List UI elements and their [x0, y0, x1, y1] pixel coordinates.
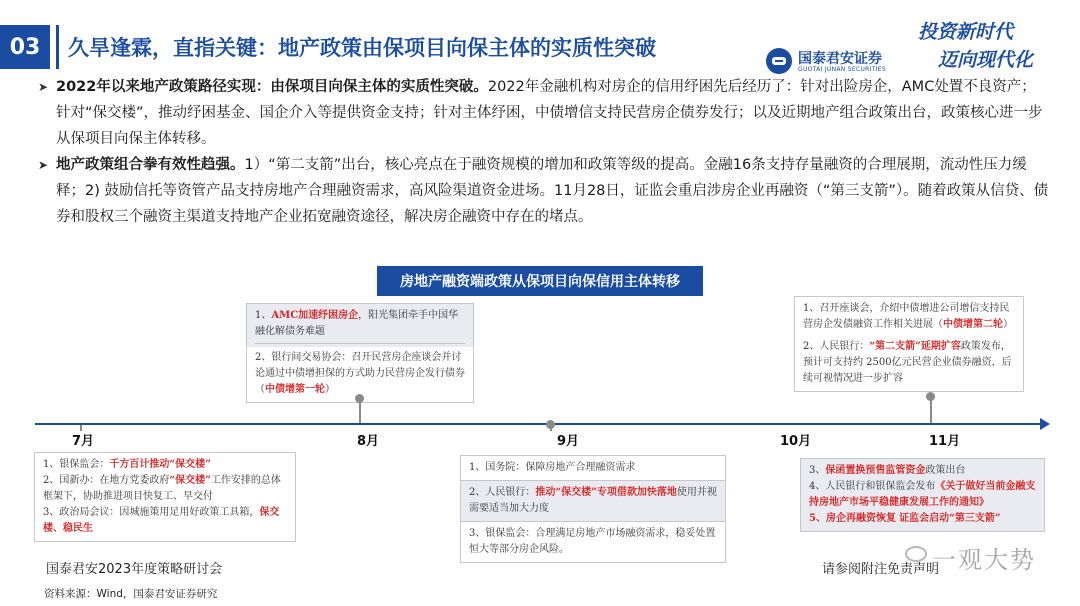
bullet-item-1 [38, 74, 1050, 152]
nov-top-item-2-prefix: 2、人民银行： [803, 341, 870, 352]
aug-item-1-prefix: 1、 [255, 310, 272, 321]
jul-item-3 [43, 505, 287, 537]
nov-top-pin-line [930, 398, 932, 423]
aug-item-1 [255, 308, 465, 344]
jul-item-2-text: 工作安排的总体框架下，协助推进项目快复工、早交付 [43, 475, 281, 502]
bullet-2-text: 1）“第二支箭”出台，核心亮点在于融资规模的增加和政策等级的提高。金融16条支持存量融资的合理展期，流动性压力缓释；2) 鼓励信托等资管产品支持房地产合理融资需求，高风险渠道资金进场。11月28日，证监会重启涉房企业再融资（“第三支箭”）。随着政策从信贷、债券和股权三个融资主渠道支持地产企业拓宽融资途径，解决房企融资中存在的堵点。 [56, 157, 1049, 225]
nov-top-item-2-text: 政策发布，预计可支持约 2500亿元民营企业债券融资，后续可视情况进一步扩容 [803, 341, 1012, 384]
sep-item-1: 1、国务院：保障房地产合理融资需求 [461, 456, 725, 481]
nov-top-item-1 [803, 301, 1015, 336]
footer-disclaimer: 请参阅附注免责声明 [822, 562, 940, 577]
sep-item-2 [461, 481, 725, 522]
aug-item-1-text: ，阳光集团牵手中国华融化解债务难题 [255, 310, 459, 337]
jul-item-2-prefix: 2、国新办：在地方党委政府 [43, 475, 170, 486]
bullet-list [38, 74, 1050, 230]
logo-mark-icon [766, 48, 792, 74]
slogan-line-1: 投资新时代 [918, 21, 1014, 43]
month-label-aug: 8月 [357, 434, 380, 449]
month-label-oct: 10月 [780, 434, 812, 449]
bullet-item-2 [38, 152, 1050, 230]
section-number: 03 [0, 25, 50, 69]
sep-item-2-prefix: 2、人民银行： [469, 487, 536, 498]
month-label-jul: 7月 [72, 434, 95, 449]
nov-bottom-item-1-prefix: 3、 [809, 465, 826, 476]
logo-name-cn: 国泰君安证券 [798, 51, 882, 67]
sep-item-2-highlight: 推动“保交楼”专项借款加快落地 [535, 487, 677, 498]
bullet-1-text: 2022年金融机构对房企的信用纾困先后经历了：针对出险房企，AMC处置不良资产；针对“保交楼”，推动纾困基金、国企介入等提供资金支持；针对主体纾困，中债增信支持民营房企债券发行；以及近期地产组合政策出台，政策核心进一步从保项目向保主体转移。 [56, 79, 1043, 147]
nov-top-item-1-suffix: ） [1003, 319, 1013, 330]
jul-item-3-text: 3、政治局会议：因城施策用足用好政策工具箱， [43, 507, 260, 518]
timeline-arrow-icon [1040, 418, 1050, 430]
month-label-nov: 11月 [929, 434, 961, 449]
nov-bottom-item-1 [809, 463, 1036, 479]
sep-item-2-text: 使用并视需要适当加大力度 [469, 487, 717, 514]
bullet-1-heading: 2022年以来地产政策路径实现：由保项目向保主体的实质性突破。 [56, 79, 488, 95]
jul-item-1 [43, 457, 287, 473]
aug-item-2-highlight: 中债增第一轮 [265, 384, 325, 395]
slogan-line-2: 迈向现代化 [938, 49, 1034, 71]
jul-item-2 [43, 473, 287, 505]
slogan [918, 18, 1048, 74]
nov-top-pin-dot [926, 392, 935, 401]
aug-policy-box [246, 303, 474, 403]
arrow-bullet-icon: ➤ [38, 158, 49, 172]
data-source: 资料来源：Wind，国泰君安证券研究 [44, 588, 218, 600]
bullet-2-heading: 地产政策组合拳有效性趋强。 [56, 157, 245, 173]
nov-bottom-item-2 [809, 479, 1036, 511]
nov-top-item-2-highlight: “第二支箭”延期扩容 [869, 341, 961, 352]
timeline-axis [35, 423, 1045, 425]
sep-item-3: 3、银保监会：合理满足房地产市场融资需求，稳妥处置恒大等部分房企风险。 [469, 528, 716, 555]
aug-item-2-text: 2、银行间交易协会：召开民营房企座谈会并讨论通过中债增担保的方式助力民营房企发行债券（ [255, 352, 465, 395]
nov-bottom-policy-box [800, 458, 1045, 532]
nov-top-item-1-text: 1、召开座谈会，介绍中债增进公司增信支持民营房企发债融资工作相关进展（ [803, 303, 1010, 330]
company-logo [766, 46, 911, 76]
sep-pin-dot [546, 420, 555, 429]
nov-bottom-item-3 [809, 511, 1036, 527]
jul-item-1-prefix: 1、银保监会： [43, 459, 110, 470]
page-title: 久旱逢霖，直指关键：地产政策由保项目向保主体的实质性突破 [68, 36, 656, 60]
timeline-banner: 房地产融资端政策从保项目向保信用主体转移 [377, 266, 703, 296]
month-label-sep: 9月 [557, 434, 580, 449]
nov-top-policy-box [794, 296, 1024, 392]
jul-item-3-highlight: 保交楼、稳民生 [43, 507, 280, 534]
nov-top-item-1-highlight: 中债增第二轮 [943, 319, 1003, 330]
aug-item-1-highlight: AMC加速纾困房企 [271, 310, 359, 321]
aug-pin-dot [355, 394, 364, 403]
nov-bottom-item-2-prefix: 4、人民银行和银保监会发布 [809, 481, 936, 492]
footer-event-name: 国泰君安2023年度策略研讨会 [46, 562, 223, 577]
watermark: 一观大势 [932, 546, 1036, 574]
nov-top-item-2 [803, 339, 1015, 387]
jul-policy-box [34, 452, 296, 542]
nov-bottom-item-1-highlight: 保函置换预售监管资金 [825, 465, 926, 476]
wechat-watermark-icon [905, 546, 927, 562]
logo-name-en: GUOTAI JUNAN SECURITIES [798, 66, 886, 73]
aug-item-2-suffix: ） [325, 384, 335, 395]
nov-bottom-item-1-text: 政策出台 [925, 465, 966, 476]
nov-bottom-item-2-highlight: 《关于做好当前金融支持房地产市场平稳健康发展工作的通知》 [809, 481, 1036, 508]
nov-bottom-item-3-highlight-1: 5、房企再融资恢复 [809, 513, 896, 524]
jul-item-1-highlight: 千方百计推动“保交楼” [109, 459, 211, 470]
sep-policy-box [460, 455, 726, 563]
jul-item-2-highlight: “保交楼” [169, 475, 211, 486]
title-accent-bar [56, 25, 59, 69]
nov-bottom-item-3-highlight-2: 证监会启动“第三支箭” [899, 513, 1001, 524]
arrow-bullet-icon: ➤ [38, 80, 49, 94]
